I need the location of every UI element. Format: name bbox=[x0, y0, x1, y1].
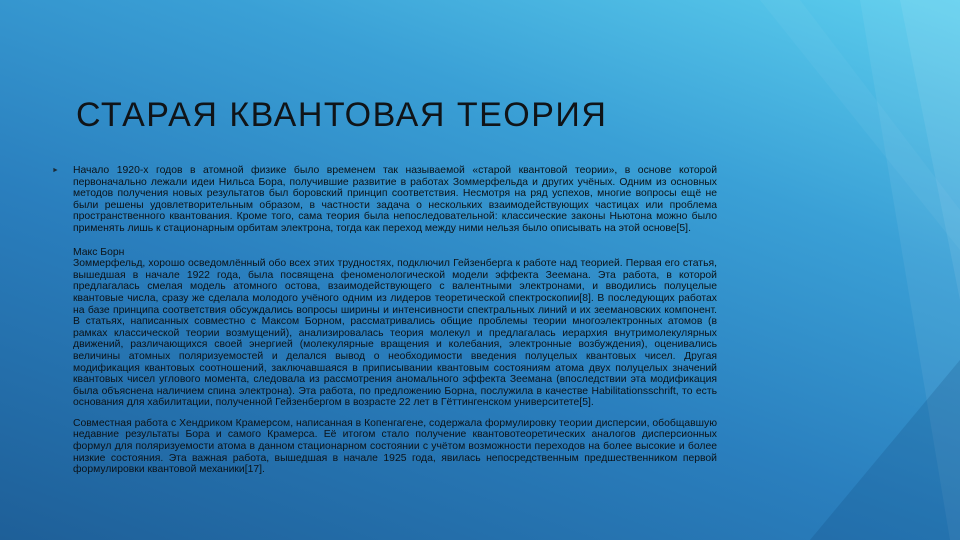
triangle-bullet-icon: ► bbox=[52, 167, 59, 174]
paragraph-sommerfeld: Зоммерфельд, хорошо осведомлённый обо всех этих трудностях, подключил Гейзенберга к работе над теорией. Первая его статья, вышедшая в начале 1922 года, была посвящена феноменологической модели эффекта Зеемана. Эта работа, в которой предлагалась смелая модель атомного остова, взаимодействующего с валентными электронами, и вводились полуцелые квантовые числа, сразу же сделала молодого учёного одним из лидеров теоретической спектроскопии[8]. В последующих работах на базе принципа соответствия обсуждались вопросы ширины и интенсивности спектральных линий и их зеемановских компонент. В статьях, написанных совместно с Максом Борном, рассматривались общие проблемы теории многоэлектронных атомов (в рамках классической теории возмущений), анализировалась теория молекул и предлагалась иерархия внутримолекулярных движений, различающихся своей энергией (молекулярные вращения и колебания, электронные возбуждения), оценивались величины атомных поляризуемостей и делался вывод о необходимости введения полуцелых квантовых чисел. Другая модификация квантовых соотношений, заключавшаяся в приписывании квантовым состояниям атома двух полуцелых значений квантовых чисел углового момента, следовала из рассмотрения аномального эффекта Зеемана (впоследствии эта модификация была объяснена наличием спина электрона). Эта работа, по предложению Борна, послужила в качестве Habilitationsschrift, то есть основания для хабилитации, полученной Гейзенбергом в возрасте 22 лет в Гёттингенском университете[5]. bbox=[73, 258, 717, 409]
slide-body bbox=[52, 165, 717, 476]
paragraph-kramers: Совместная работа с Хендриком Крамерсом, написанная в Копенгагене, содержала формулировку теории дисперсии, обобщавшую недавние результаты Бора и самого Крамерса. Её итогом стало получение квантовотеоретических аналогов дисперсионных формул для поляризуемости атома в данном стационарном состоянии с учётом возможности переходов на более высокие и более низкие состояния. Эта важная работа, вышедшая в начале 1925 года, явилась непосредственным предшественником первой формулировки квантовой механики[17]. bbox=[73, 417, 717, 476]
paragraph-intro: Начало 1920-х годов в атомной физике было временем так называемой «старой квантовой теории», в основе которой первоначально лежали идеи Нильса Бора, получившие развитие в работах Зоммерфельда и других учёных. Одним из основных методов получения новых результатов был боровский принцип соответствия. Несмотря на ряд успехов, многие вопросы ещё не были решены удовлетворительным образом, в частности задача о нескольких взаимодействующих частицах или проблема пространственного квантования. Кроме того, сама теория была непоследовательной: классические законы Ньютона можно было применять лишь к стационарным орбитам электрона, тогда как переход между ними нельзя было описывать на этой основе[5]. bbox=[73, 165, 717, 234]
name-label: Макс Борн bbox=[73, 246, 125, 258]
bullet-item bbox=[52, 165, 717, 235]
decorative-stripes bbox=[700, 0, 960, 540]
slide-title: СТАРАЯ КВАНТОВАЯ ТЕОРИЯ bbox=[76, 96, 608, 134]
